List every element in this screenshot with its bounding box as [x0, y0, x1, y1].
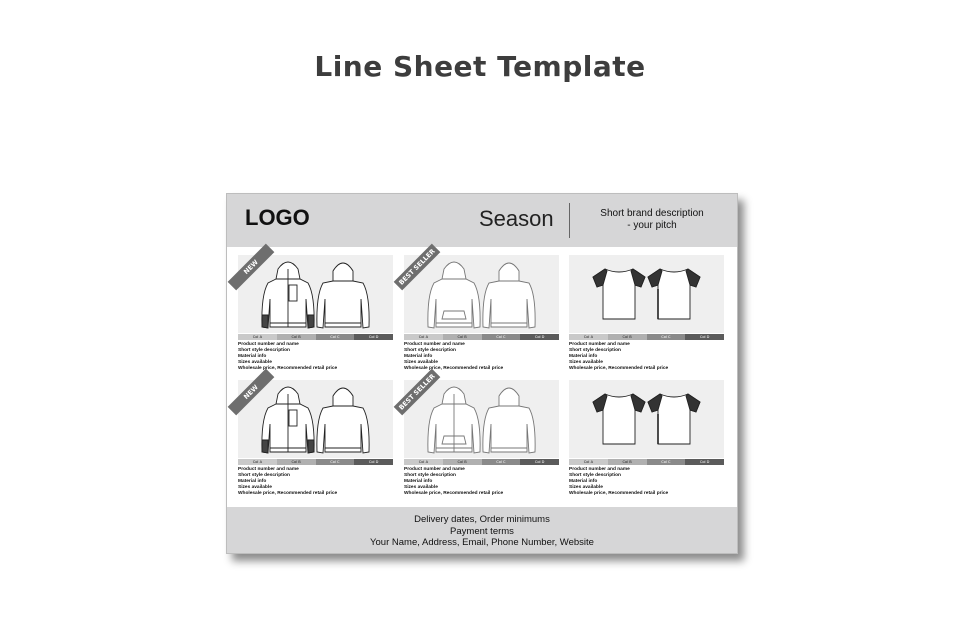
- product-image: [569, 255, 724, 333]
- color-bar: [569, 334, 724, 340]
- brand-description-line1: Short brand description: [600, 208, 704, 219]
- product-image: [397, 247, 559, 333]
- color-bar: [238, 334, 393, 340]
- product-info-line: Sizes available: [404, 360, 438, 365]
- color-swatch: Col B: [443, 459, 482, 465]
- footer-payment: Payment terms: [450, 525, 514, 537]
- logo: LOGO: [245, 205, 310, 230]
- product-info-line: Material info: [404, 354, 433, 359]
- product-info-line: Sizes available: [404, 485, 438, 490]
- color-bar: [404, 334, 559, 340]
- footer-contact: Your Name, Address, Email, Phone Number, Website: [370, 537, 594, 548]
- brand-description-line2: - your pitch: [627, 220, 677, 231]
- color-swatch: Col B: [277, 334, 316, 340]
- product-info: [569, 342, 724, 372]
- color-swatch: Col A: [404, 459, 443, 465]
- product-info-line: Wholesale price, Recommended retail price: [238, 366, 338, 371]
- garment-illustration: [569, 255, 724, 333]
- product-info-line: Material info: [238, 354, 267, 359]
- product-info: [404, 467, 559, 497]
- color-swatch: Col C: [316, 459, 355, 465]
- product-info-line: Sizes available: [238, 485, 272, 490]
- product-info-line: Short style description: [404, 473, 456, 478]
- color-swatch: Col D: [520, 459, 559, 465]
- sheet-footer: [227, 507, 737, 553]
- color-swatch: Col D: [685, 459, 724, 465]
- product-card: [569, 255, 724, 372]
- product-info-line: Short style description: [238, 473, 290, 478]
- product-badge: BEST SELLER: [394, 369, 441, 416]
- product-card: [238, 380, 393, 497]
- product-info-line: Wholesale price, Recommended retail price: [569, 366, 669, 371]
- product-image: [238, 380, 393, 458]
- sheet-header: [227, 194, 737, 247]
- product-info-line: Material info: [569, 354, 598, 359]
- product-info-line: Wholesale price, Recommended retail price: [404, 491, 504, 496]
- product-card: [397, 247, 559, 372]
- product-card: [238, 255, 393, 372]
- product-image: [397, 372, 559, 458]
- product-badge: NEW: [228, 244, 275, 291]
- product-badge: NEW: [228, 369, 275, 416]
- color-swatch: Col C: [647, 459, 686, 465]
- color-swatch: Col B: [443, 334, 482, 340]
- season-label: Season: [479, 206, 554, 231]
- product-info-line: Product number and name: [238, 342, 299, 347]
- product-info: [238, 467, 393, 497]
- header-divider: [569, 203, 570, 238]
- product-info-line: Sizes available: [569, 485, 603, 490]
- product-info-line: Product number and name: [238, 467, 299, 472]
- color-swatch: Col A: [569, 334, 608, 340]
- product-info-line: Wholesale price, Recommended retail price: [404, 366, 504, 371]
- color-bar: [238, 459, 393, 465]
- garment-illustration: [404, 380, 559, 458]
- color-swatch: Col A: [238, 334, 277, 340]
- product-info-line: Product number and name: [404, 467, 465, 472]
- garment-illustration: [569, 380, 724, 458]
- product-info: [404, 342, 559, 372]
- color-swatch: Col B: [608, 459, 647, 465]
- product-image: [238, 255, 393, 333]
- color-bar: [569, 459, 724, 465]
- garment-illustration: [238, 380, 393, 458]
- product-info-line: Wholesale price, Recommended retail price: [569, 491, 669, 496]
- product-info-line: Wholesale price, Recommended retail price: [238, 491, 338, 496]
- product-info-line: Short style description: [404, 348, 456, 353]
- color-swatch: Col A: [569, 459, 608, 465]
- color-swatch: Col A: [238, 459, 277, 465]
- product-card: [569, 380, 724, 497]
- brand-description: [587, 208, 717, 232]
- product-info-line: Sizes available: [569, 360, 603, 365]
- product-info-line: Material info: [404, 479, 433, 484]
- footer-delivery: Delivery dates, Order minimums: [414, 514, 550, 525]
- color-swatch: Col B: [277, 459, 316, 465]
- product-info-line: Short style description: [569, 348, 621, 353]
- color-swatch: Col D: [685, 334, 724, 340]
- product-info-line: Material info: [238, 479, 267, 484]
- product-badge: BEST SELLER: [394, 244, 441, 291]
- garment-illustration: [238, 255, 393, 333]
- product-info-line: Sizes available: [238, 360, 272, 365]
- color-swatch: Col D: [354, 459, 393, 465]
- product-info: [238, 342, 393, 372]
- color-swatch: Col A: [404, 334, 443, 340]
- product-info-line: Short style description: [569, 473, 621, 478]
- product-image: [569, 380, 724, 458]
- color-bar: [404, 459, 559, 465]
- product-info-line: Product number and name: [404, 342, 465, 347]
- garment-illustration: [404, 255, 559, 333]
- color-swatch: Col C: [482, 459, 521, 465]
- color-swatch: Col C: [482, 334, 521, 340]
- color-swatch: Col B: [608, 334, 647, 340]
- product-info-line: Product number and name: [569, 342, 630, 347]
- color-swatch: Col D: [354, 334, 393, 340]
- color-swatch: Col C: [647, 334, 686, 340]
- color-swatch: Col C: [316, 334, 355, 340]
- line-sheet: [226, 193, 738, 554]
- page-title: Line Sheet Template: [314, 50, 646, 83]
- product-info-line: Product number and name: [569, 467, 630, 472]
- product-card: [397, 372, 559, 497]
- product-info: [569, 467, 724, 497]
- product-info-line: Material info: [569, 479, 598, 484]
- product-info-line: Short style description: [238, 348, 290, 353]
- color-swatch: Col D: [520, 334, 559, 340]
